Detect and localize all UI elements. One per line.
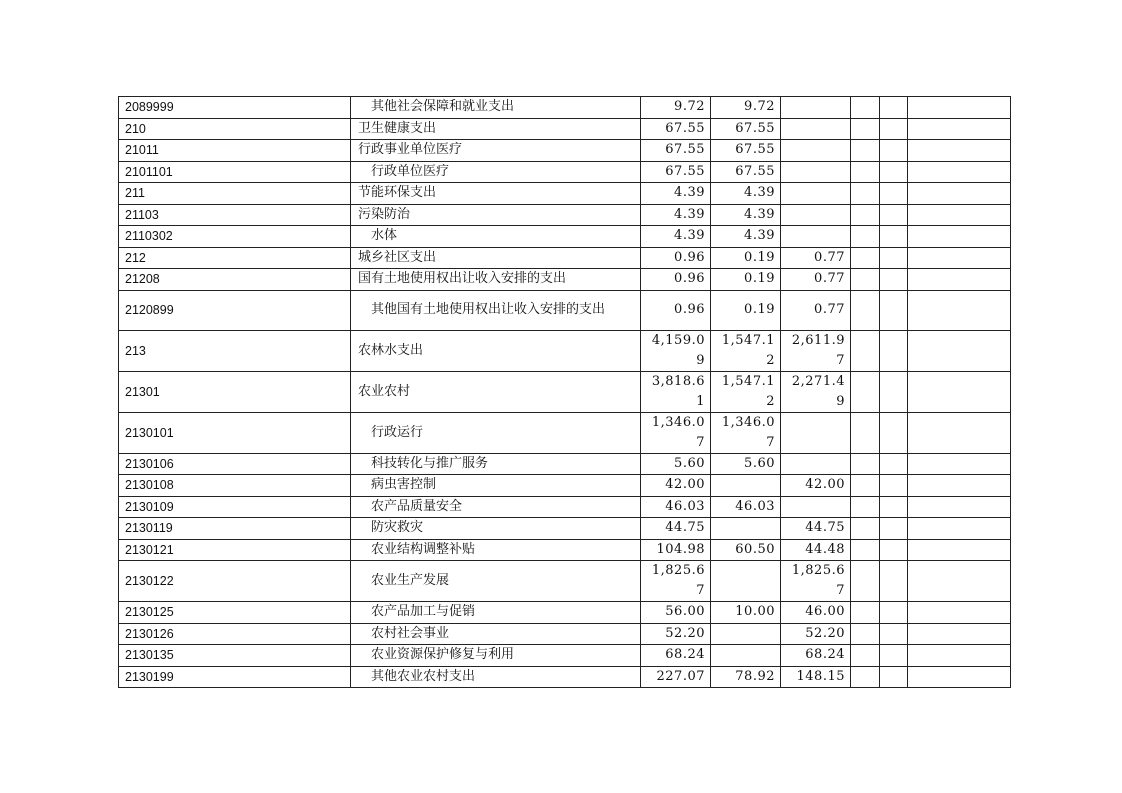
project-expenditure-cell: 2,271.49	[781, 371, 851, 412]
subject-code-cell: 213	[119, 330, 351, 371]
project-expenditure-cell: 52.20	[781, 623, 851, 645]
subject-code-cell: 2101101	[119, 161, 351, 183]
empty-cell	[880, 623, 908, 645]
empty-cell	[880, 453, 908, 475]
empty-cell	[880, 247, 908, 269]
empty-cell	[908, 118, 1011, 140]
empty-cell	[851, 518, 880, 540]
budget-expenditure-table	[118, 96, 1011, 688]
basic-expenditure-cell: 5.60	[711, 453, 781, 475]
subject-name-cell: 农村社会事业	[351, 623, 641, 645]
project-expenditure-cell	[781, 118, 851, 140]
project-expenditure-cell: 0.77	[781, 247, 851, 269]
project-expenditure-cell: 68.24	[781, 645, 851, 667]
subject-name-cell: 防灾救灾	[351, 518, 641, 540]
total-amount-cell: 227.07	[641, 666, 711, 688]
basic-expenditure-cell	[711, 475, 781, 497]
project-expenditure-cell	[781, 412, 851, 453]
table-body	[119, 97, 1011, 688]
table-row	[119, 645, 1011, 667]
table-row	[119, 666, 1011, 688]
empty-cell	[908, 475, 1011, 497]
table-row	[119, 204, 1011, 226]
total-amount-cell: 0.96	[641, 247, 711, 269]
table-row	[119, 247, 1011, 269]
empty-cell	[908, 290, 1011, 330]
empty-cell	[880, 539, 908, 561]
basic-expenditure-cell	[711, 518, 781, 540]
basic-expenditure-cell: 0.19	[711, 269, 781, 291]
empty-cell	[851, 371, 880, 412]
basic-expenditure-cell: 1,547.12	[711, 330, 781, 371]
subject-code-cell: 2130106	[119, 453, 351, 475]
empty-cell	[851, 140, 880, 162]
project-expenditure-cell: 0.77	[781, 269, 851, 291]
empty-cell	[880, 183, 908, 205]
table-row	[119, 623, 1011, 645]
total-amount-cell: 3,818.61	[641, 371, 711, 412]
project-expenditure-cell: 42.00	[781, 475, 851, 497]
subject-code-cell: 21208	[119, 269, 351, 291]
total-amount-cell: 52.20	[641, 623, 711, 645]
table-row	[119, 412, 1011, 453]
total-amount-cell: 67.55	[641, 118, 711, 140]
table-row	[119, 330, 1011, 371]
empty-cell	[880, 161, 908, 183]
project-expenditure-cell	[781, 496, 851, 518]
empty-cell	[851, 97, 880, 119]
total-amount-cell: 68.24	[641, 645, 711, 667]
empty-cell	[851, 204, 880, 226]
basic-expenditure-cell: 60.50	[711, 539, 781, 561]
empty-cell	[851, 623, 880, 645]
project-expenditure-cell: 2,611.97	[781, 330, 851, 371]
subject-name-cell: 其他农业农村支出	[351, 666, 641, 688]
empty-cell	[908, 412, 1011, 453]
total-amount-cell: 1,825.67	[641, 561, 711, 602]
empty-cell	[908, 666, 1011, 688]
project-expenditure-cell: 148.15	[781, 666, 851, 688]
table-row	[119, 518, 1011, 540]
empty-cell	[880, 496, 908, 518]
table-row	[119, 269, 1011, 291]
empty-cell	[851, 269, 880, 291]
empty-cell	[880, 561, 908, 602]
empty-cell	[880, 140, 908, 162]
total-amount-cell: 104.98	[641, 539, 711, 561]
total-amount-cell: 9.72	[641, 97, 711, 119]
subject-name-cell: 行政运行	[351, 412, 641, 453]
empty-cell	[851, 330, 880, 371]
table-row	[119, 140, 1011, 162]
project-expenditure-cell	[781, 161, 851, 183]
basic-expenditure-cell: 1,346.07	[711, 412, 781, 453]
subject-name-cell: 农业资源保护修复与利用	[351, 645, 641, 667]
subject-name-cell: 农产品质量安全	[351, 496, 641, 518]
empty-cell	[880, 475, 908, 497]
subject-code-cell: 2130101	[119, 412, 351, 453]
subject-name-cell: 城乡社区支出	[351, 247, 641, 269]
table-row	[119, 371, 1011, 412]
subject-name-cell: 病虫害控制	[351, 475, 641, 497]
table-row	[119, 97, 1011, 119]
basic-expenditure-cell: 46.03	[711, 496, 781, 518]
empty-cell	[880, 118, 908, 140]
project-expenditure-cell	[781, 453, 851, 475]
basic-expenditure-cell: 1,547.12	[711, 371, 781, 412]
subject-code-cell: 2130199	[119, 666, 351, 688]
empty-cell	[908, 518, 1011, 540]
empty-cell	[851, 602, 880, 624]
subject-name-cell: 其他社会保障和就业支出	[351, 97, 641, 119]
basic-expenditure-cell: 67.55	[711, 161, 781, 183]
project-expenditure-cell: 46.00	[781, 602, 851, 624]
total-amount-cell: 67.55	[641, 140, 711, 162]
total-amount-cell: 67.55	[641, 161, 711, 183]
empty-cell	[880, 97, 908, 119]
project-expenditure-cell: 1,825.67	[781, 561, 851, 602]
empty-cell	[908, 539, 1011, 561]
table-row	[119, 453, 1011, 475]
table-row	[119, 226, 1011, 248]
basic-expenditure-cell: 9.72	[711, 97, 781, 119]
total-amount-cell: 1,346.07	[641, 412, 711, 453]
subject-code-cell: 2120899	[119, 290, 351, 330]
empty-cell	[880, 412, 908, 453]
empty-cell	[908, 330, 1011, 371]
subject-name-cell: 农业农村	[351, 371, 641, 412]
subject-code-cell: 2130119	[119, 518, 351, 540]
basic-expenditure-cell: 0.19	[711, 247, 781, 269]
subject-name-cell: 农林水支出	[351, 330, 641, 371]
empty-cell	[908, 269, 1011, 291]
subject-code-cell: 2110302	[119, 226, 351, 248]
total-amount-cell: 4,159.09	[641, 330, 711, 371]
basic-expenditure-cell	[711, 561, 781, 602]
empty-cell	[880, 269, 908, 291]
table-row	[119, 561, 1011, 602]
basic-expenditure-cell: 67.55	[711, 140, 781, 162]
subject-code-cell: 211	[119, 183, 351, 205]
empty-cell	[851, 453, 880, 475]
subject-code-cell: 21301	[119, 371, 351, 412]
empty-cell	[851, 645, 880, 667]
table-row	[119, 161, 1011, 183]
total-amount-cell: 5.60	[641, 453, 711, 475]
total-amount-cell: 4.39	[641, 183, 711, 205]
subject-name-cell: 水体	[351, 226, 641, 248]
empty-cell	[851, 539, 880, 561]
table-row	[119, 539, 1011, 561]
basic-expenditure-cell	[711, 623, 781, 645]
empty-cell	[851, 561, 880, 602]
empty-cell	[851, 161, 880, 183]
basic-expenditure-cell: 10.00	[711, 602, 781, 624]
subject-code-cell: 2130108	[119, 475, 351, 497]
empty-cell	[851, 118, 880, 140]
empty-cell	[908, 140, 1011, 162]
empty-cell	[851, 290, 880, 330]
empty-cell	[908, 602, 1011, 624]
empty-cell	[851, 412, 880, 453]
basic-expenditure-cell	[711, 645, 781, 667]
subject-code-cell: 2130125	[119, 602, 351, 624]
subject-code-cell: 2130109	[119, 496, 351, 518]
subject-code-cell: 2089999	[119, 97, 351, 119]
total-amount-cell: 46.03	[641, 496, 711, 518]
empty-cell	[851, 475, 880, 497]
subject-name-cell: 科技转化与推广服务	[351, 453, 641, 475]
total-amount-cell: 4.39	[641, 204, 711, 226]
empty-cell	[851, 183, 880, 205]
table-row	[119, 602, 1011, 624]
subject-name-cell: 卫生健康支出	[351, 118, 641, 140]
subject-name-cell: 污染防治	[351, 204, 641, 226]
subject-name-cell: 其他国有土地使用权出让收入安排的支出	[351, 290, 641, 330]
empty-cell	[880, 290, 908, 330]
basic-expenditure-cell: 78.92	[711, 666, 781, 688]
project-expenditure-cell	[781, 140, 851, 162]
table-row	[119, 496, 1011, 518]
empty-cell	[908, 183, 1011, 205]
empty-cell	[851, 247, 880, 269]
basic-expenditure-cell: 4.39	[711, 204, 781, 226]
empty-cell	[880, 204, 908, 226]
subject-name-cell: 行政单位医疗	[351, 161, 641, 183]
empty-cell	[880, 226, 908, 248]
project-expenditure-cell	[781, 183, 851, 205]
project-expenditure-cell	[781, 226, 851, 248]
total-amount-cell: 0.96	[641, 269, 711, 291]
table-row	[119, 475, 1011, 497]
subject-name-cell: 农业生产发展	[351, 561, 641, 602]
subject-name-cell: 节能环保支出	[351, 183, 641, 205]
empty-cell	[851, 496, 880, 518]
basic-expenditure-cell: 4.39	[711, 226, 781, 248]
total-amount-cell: 44.75	[641, 518, 711, 540]
subject-name-cell: 农产品加工与促销	[351, 602, 641, 624]
empty-cell	[880, 371, 908, 412]
empty-cell	[908, 371, 1011, 412]
empty-cell	[908, 97, 1011, 119]
project-expenditure-cell: 44.75	[781, 518, 851, 540]
empty-cell	[851, 666, 880, 688]
total-amount-cell: 42.00	[641, 475, 711, 497]
empty-cell	[908, 645, 1011, 667]
empty-cell	[908, 204, 1011, 226]
project-expenditure-cell: 44.48	[781, 539, 851, 561]
table-row	[119, 183, 1011, 205]
subject-code-cell: 21011	[119, 140, 351, 162]
total-amount-cell: 0.96	[641, 290, 711, 330]
subject-name-cell: 国有土地使用权出让收入安排的支出	[351, 269, 641, 291]
subject-code-cell: 2130121	[119, 539, 351, 561]
empty-cell	[908, 561, 1011, 602]
subject-code-cell: 210	[119, 118, 351, 140]
subject-code-cell: 212	[119, 247, 351, 269]
total-amount-cell: 4.39	[641, 226, 711, 248]
subject-code-cell: 2130122	[119, 561, 351, 602]
subject-name-cell: 农业结构调整补贴	[351, 539, 641, 561]
project-expenditure-cell	[781, 204, 851, 226]
empty-cell	[908, 496, 1011, 518]
subject-code-cell: 2130135	[119, 645, 351, 667]
table-row	[119, 118, 1011, 140]
project-expenditure-cell: 0.77	[781, 290, 851, 330]
empty-cell	[880, 602, 908, 624]
project-expenditure-cell	[781, 97, 851, 119]
table-row	[119, 290, 1011, 330]
empty-cell	[851, 226, 880, 248]
empty-cell	[880, 645, 908, 667]
empty-cell	[908, 453, 1011, 475]
basic-expenditure-cell: 4.39	[711, 183, 781, 205]
total-amount-cell: 56.00	[641, 602, 711, 624]
empty-cell	[908, 247, 1011, 269]
empty-cell	[908, 623, 1011, 645]
empty-cell	[880, 518, 908, 540]
empty-cell	[908, 161, 1011, 183]
basic-expenditure-cell: 67.55	[711, 118, 781, 140]
empty-cell	[880, 666, 908, 688]
subject-code-cell: 2130126	[119, 623, 351, 645]
basic-expenditure-cell: 0.19	[711, 290, 781, 330]
empty-cell	[880, 330, 908, 371]
empty-cell	[908, 226, 1011, 248]
subject-code-cell: 21103	[119, 204, 351, 226]
subject-name-cell: 行政事业单位医疗	[351, 140, 641, 162]
